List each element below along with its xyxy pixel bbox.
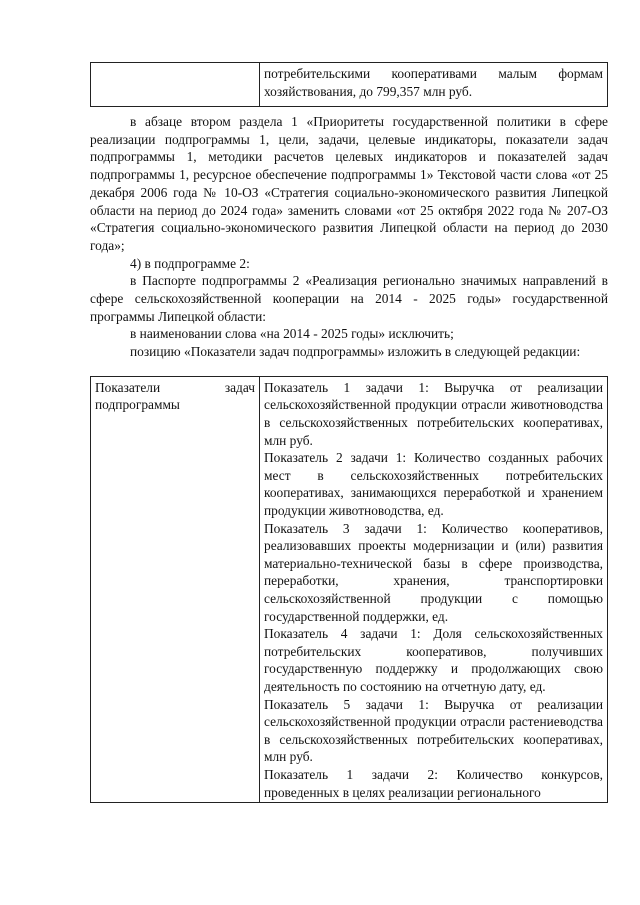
indicator-item: Показатель 1 задачи 1: Выручка от реализации сельскохозяйственной продукции отрасли животноводства в сельскохозяйственных потребительских кооперативах, млн руб. <box>264 379 603 448</box>
paragraph: 4) в подпрограмме 2: <box>130 255 250 271</box>
label-word: задач <box>224 379 255 395</box>
document-page <box>90 62 608 803</box>
top-table <box>90 62 608 107</box>
label-word: Показатели <box>95 379 161 395</box>
indicator-label-cell <box>91 376 260 802</box>
paragraph: позицию «Показатели задач подпрограммы» изложить в следующей редакции: <box>130 344 581 360</box>
indicator-item: Показатель 3 задачи 1: Количество кооперативов, реализовавших проекты модернизации и (или) развития материально-технической базы в сфере производства, переработки, хранения, транспортировки сельскохозяйственной продукции с помощью государственной поддержки, ед. <box>264 520 603 624</box>
indicators-table <box>90 376 608 803</box>
paragraph: в абзаце втором раздела 1 «Приоритеты государственной политики в сфере реализации подпрограммы 1, цели, задачи, целевые индикаторы, показатели задач подпрограммы 1, методики расчетов целевых индикаторов и показателей задач подпрограммы 1, ресурсное обеспечение подпрограммы 1» Текстовой части слова «от 25 декабря 2006 года № 10-ОЗ «Стратегия социально-экономического развития Липецкой области на период до 2024 года» заменить словами «от 25 октября 2022 года № 207-ОЗ «Стратегия социально-экономического развития Липецкой области на период до 2030 года»; <box>90 114 608 253</box>
indicator-item: Показатель 2 задачи 1: Количество созданных рабочих мест в сельскохозяйственных потребительских кооперативах, занимающихся переработкой и хранением продукции животноводства, ед. <box>264 450 603 518</box>
table-cell-left <box>91 63 260 107</box>
paragraph: в Паспорте подпрограммы 2 «Реализация регионально значимых направлений в сфере сельскохозяйственной кооперации на 2014 - 2025 годы» государственной программы Липецкой области: <box>90 273 608 324</box>
indicator-item: Показатель 4 задачи 1: Доля сельскохозяйственных потребительских кооперативов, получивших государственную поддержку и продолжающих свою деятельность по состоянию на отчетную дату, ед. <box>264 626 603 694</box>
table-cell-right: потребительскими кооперативами малым формам хозяйствования, до 799,357 млн руб. <box>260 63 608 107</box>
indicator-item: Показатель 5 задачи 1: Выручка от реализации сельскохозяйственной продукции отрасли растениеводства в сельскохозяйственных потребительских кооперативах, млн руб. <box>264 696 603 765</box>
document-body <box>90 113 608 361</box>
indicator-item: Показатель 1 задачи 2: Количество конкурсов, проведенных в целях реализации регионального <box>264 766 603 800</box>
table-row <box>91 63 608 107</box>
table-row <box>91 376 608 802</box>
paragraph: в наименовании слова «на 2014 - 2025 годы» исключить; <box>130 326 454 342</box>
indicator-list-cell <box>260 376 608 802</box>
label-word: подпрограммы <box>95 397 180 413</box>
